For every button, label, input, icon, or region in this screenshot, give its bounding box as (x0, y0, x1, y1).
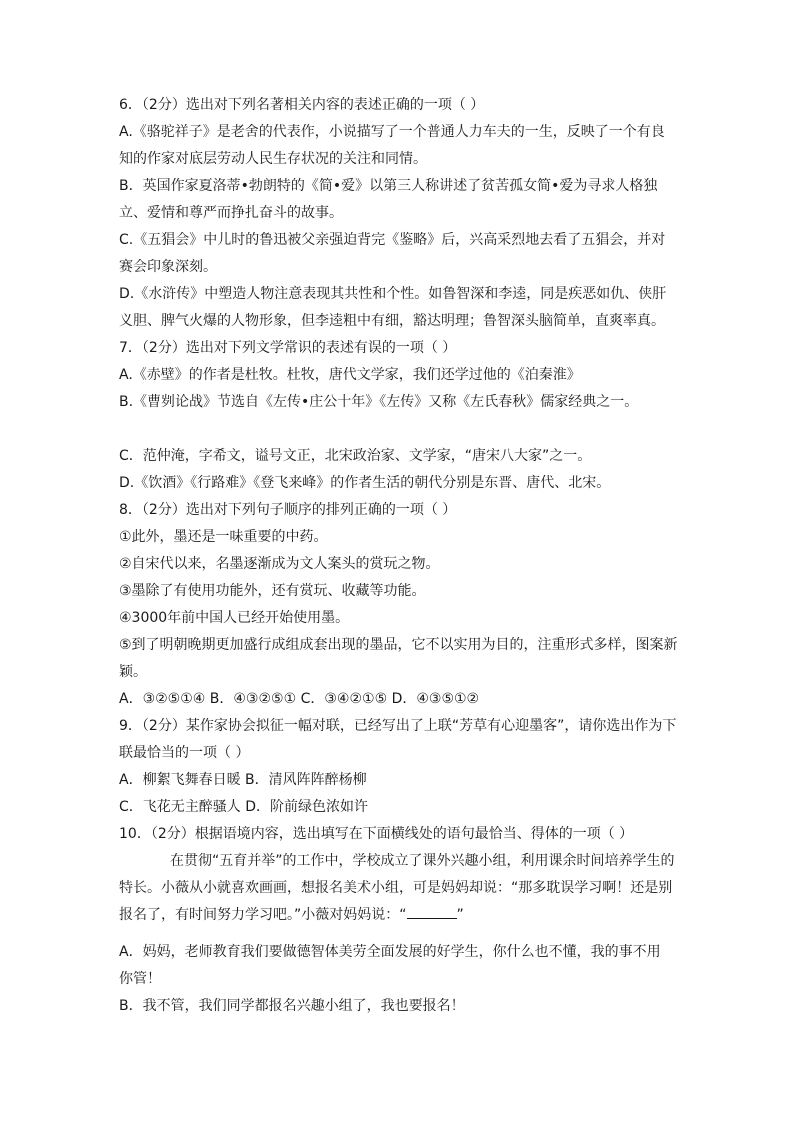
q10-option-b: B．我不管，我们同学都报名兴趣小组了，我也要报名！ (119, 998, 465, 1014)
q8-sentence-2: ②自宋代以来，名墨逐渐成为文人案头的赏玩之物。 (119, 556, 440, 572)
q9-options-ab: A．柳絮飞舞春日暖 B．清风阵阵醉杨柳 (119, 772, 367, 788)
q7-option-d: D.《饮酒》《行路难》《登飞来峰》的作者生活的朝代分别是东晋、唐代、北宋。 (119, 475, 611, 491)
q6-option-c-line1: C.《五猖会》中儿时的鲁迅被父亲强迫背完《鉴略》后，兴高采烈地去看了五猖会，并对 (119, 232, 666, 248)
q10-option-a-line1: A．妈妈，老师教育我们要做德智体美劳全面发展的好学生，你什么也不懂，我的事不用 (119, 944, 661, 960)
q9-stem-line2: 联最恰当的一项（ ） (119, 745, 250, 761)
q7-stem: 7．（2分）选出对下列文学常识的表述有误的一项（ ） (119, 340, 457, 356)
q6-option-b-line2: 立、爱情和尊严而挣扎奋斗的故事。 (119, 205, 343, 221)
q7-option-a: A.《赤壁》的作者是杜牧。杜牧，唐代文学家，我们还学过他的《泊秦淮》 (119, 367, 581, 383)
q6-option-d-line1: D.《水浒传》中塑造人物注意表现其共性和个性。如鲁智深和李逵，同是疾恶如仇、侠肝 (119, 286, 667, 302)
q6-option-a-line1: A.《骆驼祥子》是老舍的代表作，小说描写了一个普通人力车夫的一生，反映了一个有良 (119, 124, 665, 140)
q10-passage-line3 (119, 905, 679, 925)
q6-option-c-line2: 赛会印象深刻。 (119, 259, 217, 275)
q9-options-cd: C．飞花无主醉骚人 D．阶前绿色浓如许 (119, 799, 369, 815)
q8-options: A．③②⑤①④ B．④③②⑤① C．③④②①⑤ D．④③⑤①② (119, 691, 480, 707)
q8-sentence-5-line1: ⑤到了明朝晚期更加盛行成组成套出现的墨品，它不以实用为目的，注重形式多样，图案新 (119, 637, 678, 653)
q10-passage-line2: 特长。小薇从小就喜欢画画，想报名美术小组，可是妈妈却说：“那多耽误学习啊！还是别 (119, 880, 673, 896)
answer-blank (407, 906, 457, 919)
q10-passage-line3-text: 报名了，有时间努力学习吧。”小薇对妈妈说：“ (119, 907, 407, 923)
q8-sentence-1: ①此外，墨还是一味重要的中药。 (119, 529, 328, 545)
q9-stem-line1: 9．（2分）某作家协会拟征一幅对联，已经写出了上联“芳草有心迎墨客”，请你选出作为下 (119, 718, 677, 734)
q8-stem: 8．（2分）选出对下列句子顺序的排列正确的一项（ ） (119, 502, 457, 518)
q7-option-c: C．范仲淹，字希文，谥号文正，北宋政治家、文学家，“唐宋八大家”之一。 (119, 448, 592, 464)
q6-stem: 6．（2分）选出对下列名著相关内容的表述正确的一项（ ） (119, 97, 485, 113)
q10-option-a-line2: 你管！ (119, 971, 161, 987)
q8-sentence-5-line2: 颖。 (119, 664, 147, 680)
q6-option-d-line2: 义胆、脾气火爆的人物形象，但李逵粗中有细，豁达明理；鲁智深头脑简单，直爽率真。 (119, 313, 665, 329)
q10-passage-line3-close: ” (456, 907, 464, 923)
q6-option-b-line1: B．英国作家夏洛蒂•勃朗特的《简•爱》以第三人称讲述了贫苦孤女简•爱为寻求人格独 (119, 178, 658, 194)
q6-option-a-line2: 知的作家对底层劳动人民生存状况的关注和同情。 (119, 151, 427, 167)
q7-option-b: B.《曹刿论战》节选自《左传•庄公十年》《左传》又称《左氏春秋》儒家经典之一。 (119, 394, 639, 410)
q10-stem: 10．（2分）根据语境内容，选出填写在下面横线处的语句最恰当、得体的一项（ ） (119, 826, 634, 842)
q8-sentence-4: ④3000年前中国人已经开始使用墨。 (119, 610, 350, 626)
q10-passage-line1: 在贯彻“五育并举”的工作中，学校成立了课外兴趣小组，利用课余时间培养学生的 (170, 853, 675, 869)
q8-sentence-3: ③墨除了有使用功能外，还有赏玩、收藏等功能。 (119, 583, 426, 599)
